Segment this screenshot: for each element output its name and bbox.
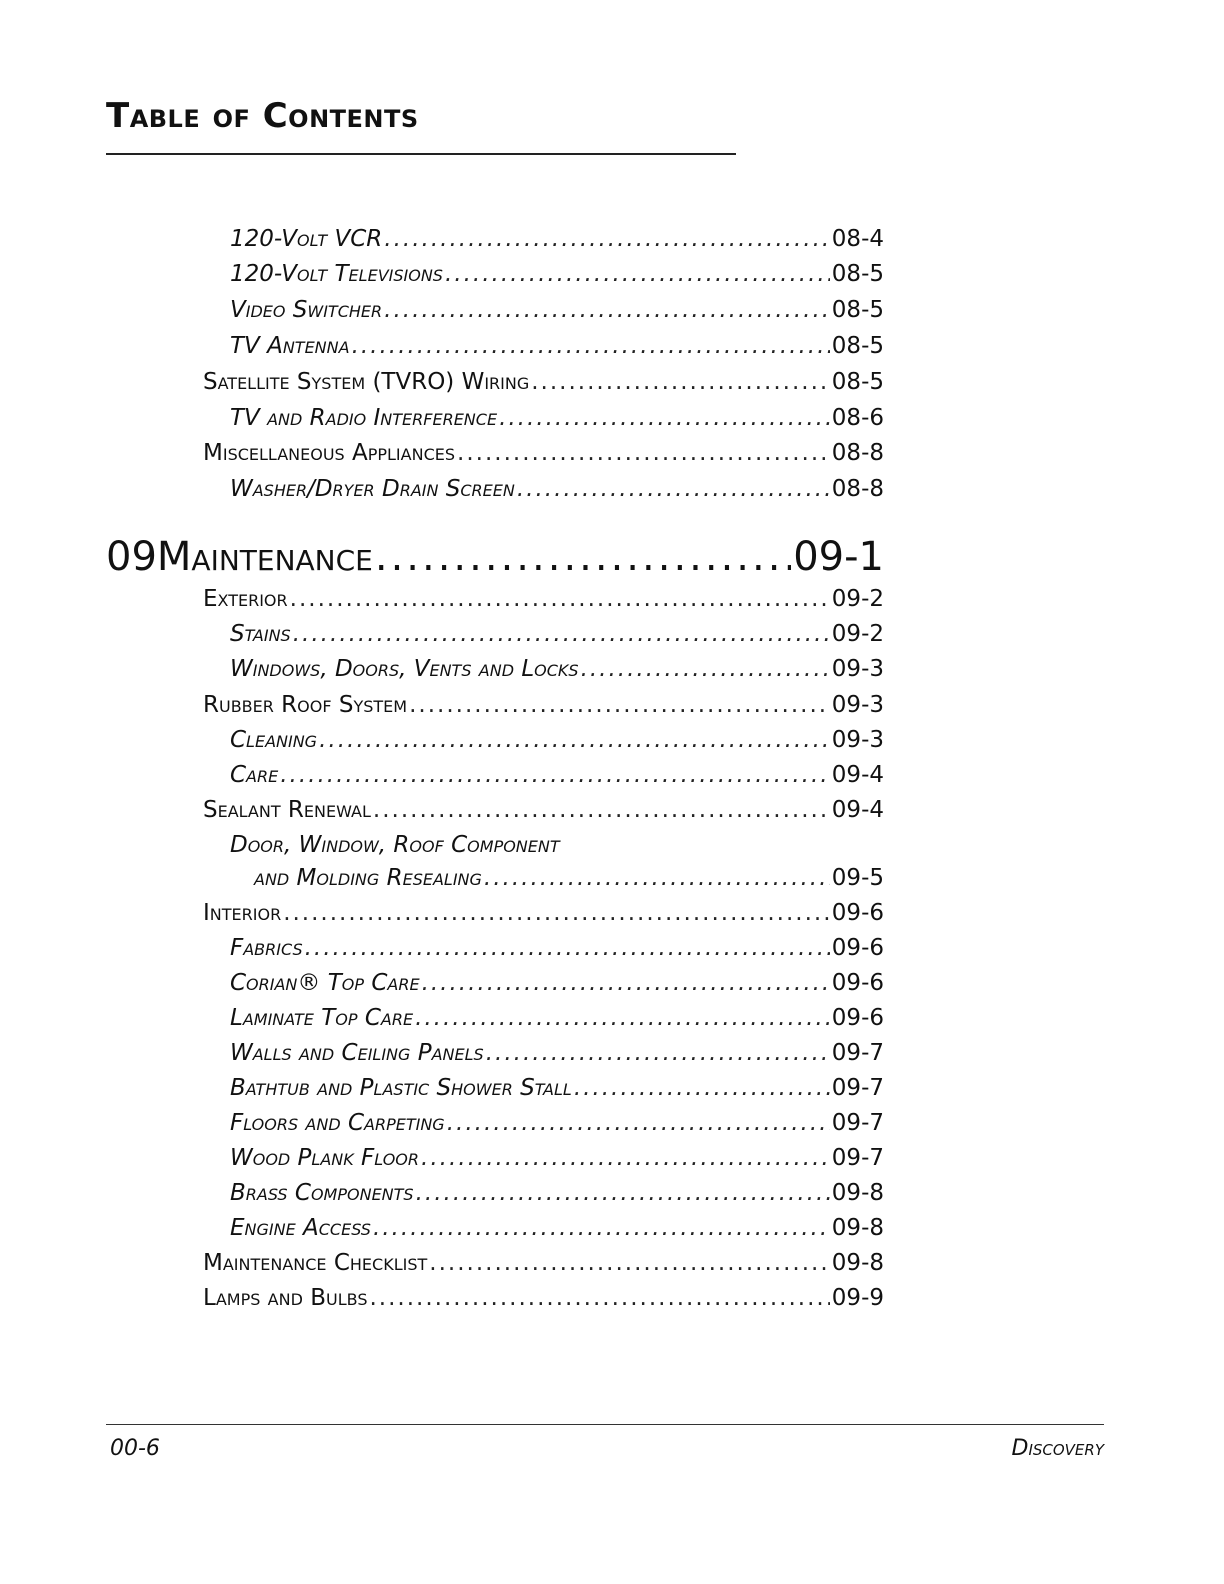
dot-leader bbox=[574, 1072, 830, 1104]
toc-entry[interactable] bbox=[230, 258, 884, 290]
toc-entry-page: 09-3 bbox=[831, 727, 884, 753]
toc-entry-page: 09-5 bbox=[831, 865, 884, 891]
toc-entry-page: 09-6 bbox=[831, 900, 884, 926]
toc-entry[interactable] bbox=[230, 1142, 884, 1174]
toc-entry-page: 08-5 bbox=[831, 261, 884, 287]
toc-entry-page: 09-8 bbox=[831, 1250, 884, 1276]
dot-leader bbox=[486, 1037, 830, 1069]
toc-entry[interactable] bbox=[230, 473, 884, 505]
dot-leader bbox=[375, 532, 791, 582]
toc-entry-label: Exterior bbox=[203, 586, 288, 612]
dot-leader bbox=[280, 759, 830, 791]
toc-entry-label: Stains bbox=[230, 621, 291, 647]
toc-entry[interactable] bbox=[230, 402, 884, 434]
toc-entry-label: Bathtub and Plastic Shower Stall bbox=[230, 1075, 572, 1101]
toc-entry-label: Lamps and Bulbs bbox=[203, 1285, 368, 1311]
toc-entry-page: 09-9 bbox=[831, 1285, 884, 1311]
toc-entry-page: 09-6 bbox=[831, 970, 884, 996]
toc-entry-page: 09-4 bbox=[831, 762, 884, 788]
toc-entry[interactable] bbox=[230, 330, 884, 362]
toc-entry[interactable] bbox=[254, 862, 884, 894]
toc-entry[interactable] bbox=[230, 1037, 884, 1069]
toc-entry[interactable] bbox=[230, 1002, 884, 1034]
toc-entry-page: 09-6 bbox=[831, 935, 884, 961]
toc-entry-label: TV Antenna bbox=[230, 333, 350, 359]
dot-leader bbox=[293, 618, 830, 650]
toc-entry-label: Cleaning bbox=[230, 727, 318, 753]
toc-entry-label: Washer/Dryer Drain Screen bbox=[230, 476, 515, 502]
toc-entry-label: 120-Volt Televisions bbox=[230, 261, 443, 287]
dot-leader bbox=[416, 1177, 830, 1209]
toc-entry[interactable] bbox=[230, 1072, 884, 1104]
dot-leader bbox=[422, 967, 830, 999]
toc-entry[interactable] bbox=[203, 1247, 884, 1279]
toc-entry-label: Walls and Ceiling Panels bbox=[230, 1040, 484, 1066]
toc-entry[interactable] bbox=[230, 932, 884, 964]
toc-entry-page: 09-2 bbox=[831, 586, 884, 612]
chapter-number: 09 bbox=[106, 534, 157, 580]
toc-entry-page: 08-6 bbox=[831, 405, 884, 431]
toc-entry-page: 09-4 bbox=[831, 797, 884, 823]
dot-leader bbox=[290, 583, 830, 615]
toc-entry-page: 09-6 bbox=[831, 1005, 884, 1031]
toc-entry-label: TV and Radio Interference bbox=[230, 405, 498, 431]
toc-entry[interactable] bbox=[230, 759, 884, 791]
dot-leader bbox=[517, 473, 830, 505]
toc-entry-label: Miscellaneous Appliances bbox=[203, 440, 456, 466]
toc-entry-label: Laminate Top Care bbox=[230, 1005, 414, 1031]
toc-entry-label: Sealant Renewal bbox=[203, 797, 371, 823]
toc-entry-page: 09-7 bbox=[831, 1040, 884, 1066]
toc-entry-page: 08-5 bbox=[831, 369, 884, 395]
toc-entry-label: Floors and Carpeting bbox=[230, 1110, 445, 1136]
toc-entry-page: 08-8 bbox=[831, 440, 884, 466]
footer-divider bbox=[106, 1424, 1104, 1425]
toc-entry[interactable] bbox=[203, 366, 884, 398]
toc-entry[interactable] bbox=[230, 653, 884, 685]
toc-entry-page: 09-2 bbox=[831, 621, 884, 647]
page-title: Table of Contents bbox=[106, 96, 419, 136]
toc-entry[interactable] bbox=[230, 1107, 884, 1139]
dot-leader bbox=[429, 1247, 830, 1279]
toc-entry[interactable] bbox=[230, 223, 884, 255]
dot-leader bbox=[283, 897, 830, 929]
title-divider bbox=[106, 153, 736, 155]
toc-entry-label: Brass Components bbox=[230, 1180, 414, 1206]
toc-entry-page: 08-5 bbox=[831, 297, 884, 323]
dot-leader bbox=[384, 223, 830, 255]
toc-entry-page: 09-8 bbox=[831, 1180, 884, 1206]
dot-leader bbox=[352, 330, 830, 362]
toc-entry[interactable] bbox=[230, 294, 884, 326]
toc-entry[interactable] bbox=[230, 1212, 884, 1244]
dot-leader bbox=[319, 724, 830, 756]
chapter-heading[interactable] bbox=[106, 532, 884, 582]
toc-entry[interactable] bbox=[230, 618, 884, 650]
dot-leader bbox=[421, 1142, 830, 1174]
toc-entry-label: Corian® Top Care bbox=[230, 970, 420, 996]
dot-leader bbox=[445, 258, 830, 290]
dot-leader bbox=[457, 437, 830, 469]
dot-leader bbox=[384, 294, 830, 326]
toc-entry-label-line1[interactable]: Door, Window, Roof Component bbox=[230, 832, 560, 858]
chapter-page: 09-1 bbox=[793, 534, 884, 580]
toc-entry-label: Rubber Roof System bbox=[203, 692, 408, 718]
toc-entry-page: 09-7 bbox=[831, 1075, 884, 1101]
page-number: 00-6 bbox=[110, 1436, 160, 1461]
toc-entry-page: 09-7 bbox=[831, 1145, 884, 1171]
toc-entry-label: Maintenance Checklist bbox=[203, 1250, 428, 1276]
dot-leader bbox=[484, 862, 830, 894]
toc-entry-label: Wood Plank Floor bbox=[230, 1145, 420, 1171]
toc-entry-label: Care bbox=[230, 762, 279, 788]
toc-entry[interactable] bbox=[203, 794, 884, 826]
footer-title: Discovery bbox=[1011, 1436, 1104, 1461]
toc-entry[interactable] bbox=[230, 967, 884, 999]
toc-entry-label: and Molding Resealing bbox=[254, 865, 482, 891]
chapter-label: Maintenance bbox=[156, 534, 373, 580]
dot-leader bbox=[373, 794, 830, 826]
dot-leader bbox=[447, 1107, 830, 1139]
toc-entry[interactable] bbox=[203, 897, 884, 929]
toc-entry-page: 09-7 bbox=[831, 1110, 884, 1136]
toc-entry[interactable] bbox=[203, 689, 884, 721]
toc-entry-page: 09-3 bbox=[831, 692, 884, 718]
toc-entry-page: 09-3 bbox=[831, 656, 884, 682]
toc-entry[interactable] bbox=[203, 1282, 884, 1314]
toc-entry-label: Windows, Doors, Vents and Locks bbox=[230, 656, 579, 682]
dot-leader bbox=[373, 1212, 830, 1244]
toc-entry-page: 08-4 bbox=[831, 226, 884, 252]
dot-leader bbox=[499, 402, 830, 434]
toc-entry-page: 09-8 bbox=[831, 1215, 884, 1241]
dot-leader bbox=[305, 932, 830, 964]
toc-entry-page: 08-8 bbox=[831, 476, 884, 502]
toc-entry[interactable] bbox=[230, 1177, 884, 1209]
toc-entry[interactable] bbox=[230, 724, 884, 756]
toc-entry-label: Video Switcher bbox=[230, 297, 383, 323]
dot-leader bbox=[531, 366, 830, 398]
toc-entry-label: Fabrics bbox=[230, 935, 303, 961]
toc-entry-page: 08-5 bbox=[831, 333, 884, 359]
toc-entry[interactable] bbox=[203, 583, 884, 615]
toc-entry[interactable] bbox=[203, 437, 884, 469]
toc-entry-label: 120-Volt VCR bbox=[230, 226, 383, 252]
dot-leader bbox=[369, 1282, 829, 1314]
dot-leader bbox=[415, 1002, 830, 1034]
dot-leader bbox=[581, 653, 830, 685]
toc-entry-label: Interior bbox=[203, 900, 282, 926]
toc-entry-label: Engine Access bbox=[230, 1215, 371, 1241]
dot-leader bbox=[409, 689, 830, 721]
toc-entry-label: Satellite System (TVRO) Wiring bbox=[203, 369, 530, 395]
